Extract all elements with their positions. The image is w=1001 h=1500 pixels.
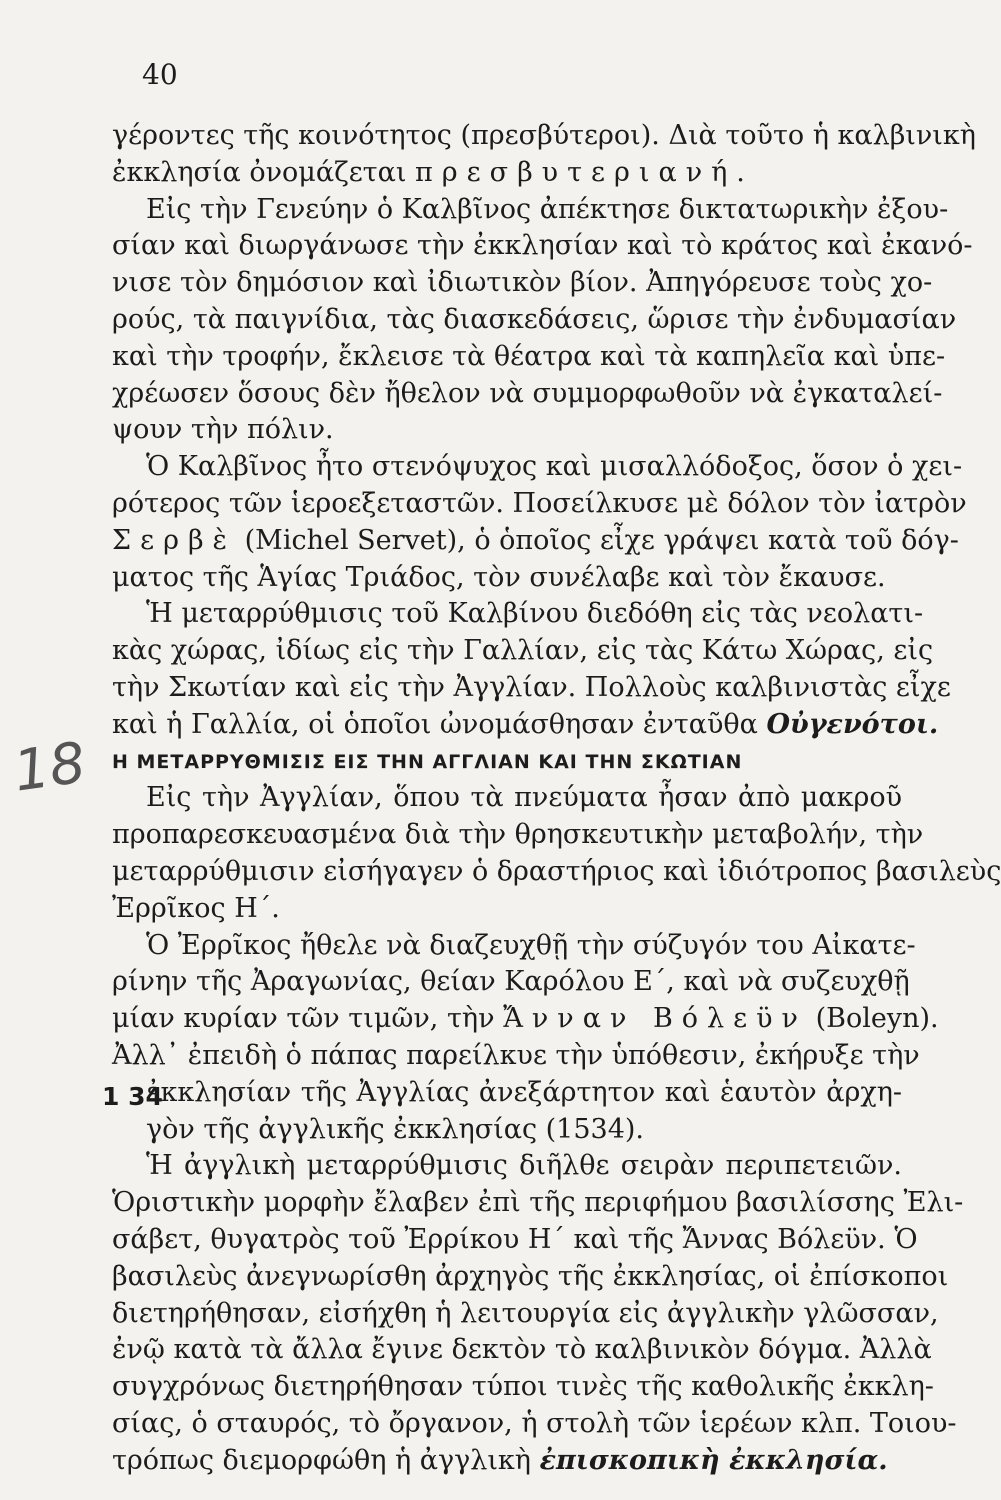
text-line: τρόπως διεμορφώθη ἡ ἀγγλικὴ ἐπισκοπικὴ ἐκκλησία. — [112, 1444, 888, 1476]
text-line: σάβετ, θυγατρὸς τοῦ Ἐρρίκου Η΄ καὶ τῆς Ἄννας Βόλεϋν. Ὁ — [112, 1223, 918, 1255]
paragraph-start: Ἡ ἀγγλικὴ μεταρρύθμισις διῆλθε σειρὰν περιπετειῶν. — [146, 1150, 902, 1182]
paragraph-start: Εἰς τὴν Γενεύην ὁ Καλβῖνος ἀπέκτησε δικτατωρικὴν ἐξου- — [146, 193, 949, 225]
spaced-term: Σερβὲ — [112, 524, 237, 556]
text-line: χρέωσεν ὅσους δὲν ἤθελον νὰ συμμορφωθοῦν νὰ ἐγκαταλεί- — [112, 377, 943, 409]
text-line: τὴν Σκωτίαν καὶ εἰς τὴν Ἀγγλίαν. Πολλοὺς καλβινιστὰς εἶχε — [112, 671, 951, 703]
margin-year-note: 1 34 — [102, 1082, 163, 1111]
paragraph-start: Εἰς τὴν Ἀγγλίαν, ὅπου τὰ πνεύματα ἦσαν ἀπὸ μακροῦ — [146, 782, 902, 814]
text-line: ἐκκλησία ὀνομάζεται πρεσβυτεριανή. — [112, 156, 754, 188]
text-line: Ἀλλ᾽ ἐπειδὴ ὁ πάπας παρείλκυε τὴν ὑπόθεσιν, ἐκήρυξε τὴν — [112, 1039, 920, 1071]
section-heading: Η ΜΕΤΑΡΡΥΘΜΙΣΙΣ ΕΙΣ ΤΗΝ ΑΓΓΛΙΑΝ ΚΑΙ ΤΗΝ ΣΚΩΤΙΑΝ — [112, 750, 743, 773]
margin-handwritten-note: 18 — [9, 730, 90, 805]
text-line: σίαν καὶ διωργάνωσε τὴν ἐκκλησίαν καὶ τὸ κράτος καὶ ἐκανό- — [112, 230, 973, 262]
page-number: 40 — [142, 58, 178, 91]
text-line: Ἐρρῖκος Η΄. — [112, 892, 280, 924]
text-line: Ὁριστικὴν μορφὴν ἔλαβεν ἐπὶ τῆς περιφήμου βασιλίσσης Ἐλι- — [112, 1187, 964, 1219]
text-line: βασιλεὺς ἀνεγνωρίσθη ἀρχηγὸς τῆς ἐκκλησίας, οἱ ἐπίσκοποι — [112, 1260, 949, 1292]
text-line: καὶ ἡ Γαλλία, οἱ ὁποῖοι ὠνομάσθησαν ἐνταῦθα Οὐγενότοι. — [112, 708, 939, 740]
text-line: γέροντες τῆς κοινότητος (πρεσβύτεροι). Διὰ τοῦτο ἡ καλβινικὴ — [112, 120, 976, 151]
text-line: καὶ τὴν τροφήν, ἔκλεισε τὰ θέατρα καὶ τὰ καπηλεῖα καὶ ὑπε- — [112, 340, 946, 372]
paragraph-start: Ἡ μεταρρύθμισις τοῦ Καλβίνου διεδόθη εἰς τὰς νεολατι- — [146, 598, 924, 630]
text-line: ρίνην τῆς Ἀραγωνίας, θείαν Καρόλου Ε΄, καὶ νὰ συζευχθῇ — [112, 966, 910, 998]
text-line: διετηρήθησαν, εἰσήχθη ἡ λειτουργία εἰς ἀγγλικὴν γλῶσσαν, — [112, 1297, 939, 1329]
text-line: ρότερος τῶν ἱεροεξεταστῶν. Ποσείλκυσε μὲ δόλον τὸν ἰατρὸν — [112, 487, 967, 519]
text-line: ἐνῷ κατὰ τὰ ἄλλα ἔγινε δεκτὸν τὸ καλβινικὸν δόγμα. Ἀλλὰ — [112, 1334, 932, 1366]
text-line: Σερβὲ (Michel Servet), ὁ ὁποῖος εἶχε γράψει κατὰ τοῦ δόγ- — [112, 524, 959, 556]
text-line: σίας, ὁ σταυρός, τὸ ὄργανον, ἡ στολὴ τῶν ἱερέων κλπ. Τοιου- — [112, 1407, 957, 1439]
text-line: ἐκκλησίαν τῆς Ἀγγλίας ἀνεξάρτητον καὶ ἑαυτὸν ἀρχη- — [146, 1076, 902, 1108]
paragraph-start: Ὁ Ἐρρῖκος ἤθελε νὰ διαζευχθῇ τὴν σύζυγόν του Αἰκατε- — [146, 929, 916, 961]
spaced-term: Ἄνναν Βόλεϋν — [503, 1003, 807, 1035]
text-line: νισε τὸν δημόσιον καὶ ἰδιωτικὸν βίον. Ἀπηγόρευσε τοὺς χο- — [112, 267, 933, 299]
text-line: γὸν τῆς ἀγγλικῆς ἐκκλησίας (1534). — [146, 1113, 645, 1145]
text-line: μεταρρύθμισιν εἰσήγαγεν ὁ δραστήριος καὶ ἰδιότροπος βασιλεὺς — [112, 855, 1001, 887]
paragraph-start: Ὁ Καλβῖνος ἦτο στενόψυχος καὶ μισαλλόδοξος, ὅσον ὁ χει- — [146, 451, 963, 483]
emphasized-term: Οὐγενότοι. — [766, 708, 939, 740]
text-line: ψουν τὴν πόλιν. — [112, 414, 334, 446]
text-line: μίαν κυρίαν τῶν τιμῶν, τὴν Ἄνναν Βόλεϋν (Boleyn). — [112, 1003, 939, 1035]
text-line: προπαρεσκευασμένα διὰ τὴν θρησκευτικὴν μεταβολήν, τὴν — [112, 819, 924, 851]
emphasized-term: ἐπισκοπικὴ ἐκκλησία. — [539, 1444, 888, 1476]
text-line: ρούς, τὰ παιγνίδια, τὰς διασκεδάσεις, ὥρισε τὴν ἐνδυμασίαν — [112, 303, 957, 335]
text-line: κὰς χώρας, ἰδίως εἰς τὴν Γαλλίαν, εἰς τὰς Κάτω Χώρας, εἰς — [112, 635, 934, 667]
text-line: ματος τῆς Ἁγίας Τριάδος, τὸν συνέλαβε καὶ τὸν ἔκαυσε. — [112, 561, 886, 593]
text-line: συγχρόνως διετηρήθησαν τύποι τινὲς τῆς καθολικῆς ἐκκλη- — [112, 1371, 934, 1403]
spaced-term: πρεσβυτεριανή. — [415, 156, 754, 188]
body-text — [112, 118, 1001, 1479]
